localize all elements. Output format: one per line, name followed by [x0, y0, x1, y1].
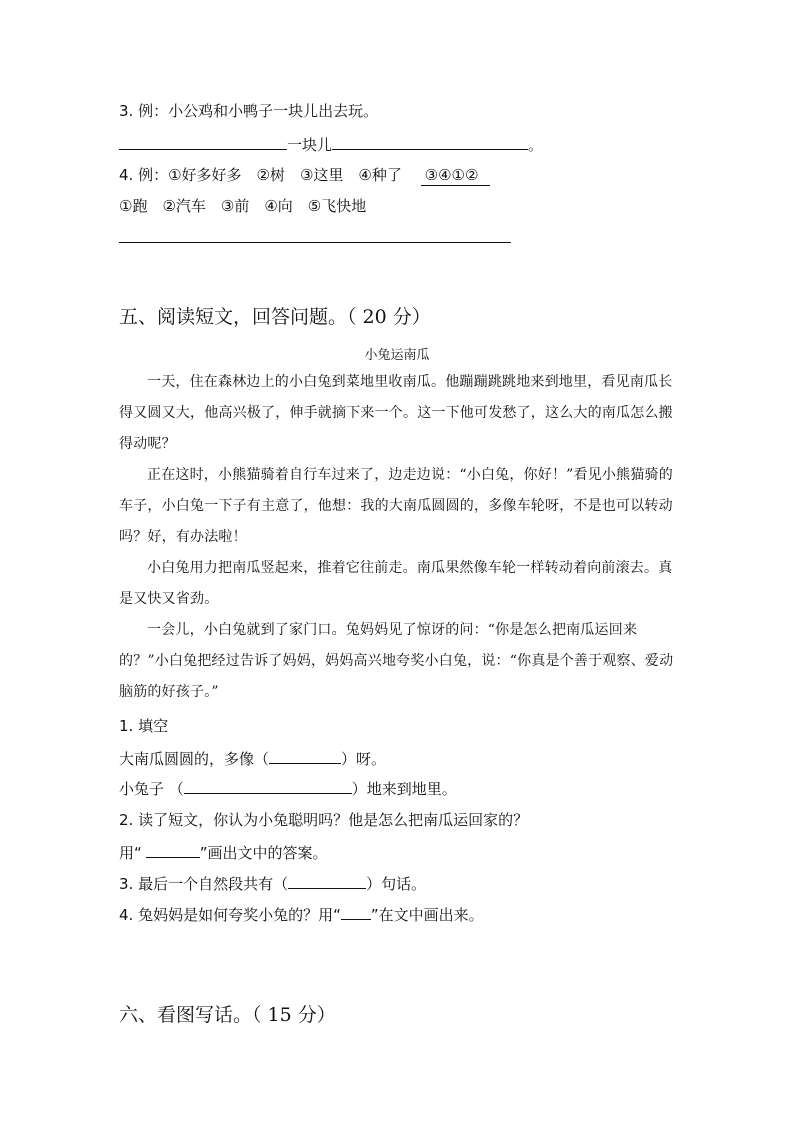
question-2: 2. 读了短文，你认为小兔聪明吗？他是怎么把南瓜运回家的？ [119, 811, 529, 829]
question-4-end: ”在文中画出来。 [370, 906, 484, 924]
question-3-blank[interactable] [288, 872, 366, 889]
question-4 [119, 903, 484, 925]
exercise-3-middle: 一块儿 [287, 136, 333, 154]
question-1b-end: ）地来到地里。 [351, 780, 457, 798]
question-4-blank[interactable] [341, 903, 371, 920]
question-3-end: ）句话。 [366, 875, 427, 893]
question-2b-text: 用“ [119, 844, 142, 862]
story-paragraph-2: 正在这时，小熊猫骑着自行车过来了，边走边说：“小白兔，你好！”看见小熊猫骑的车子，小白兔一下子有主意了，他想：我的大南瓜圆圆的，多像车轮呀，不是也可以转动吗？好，有办法啦！ [119, 467, 673, 545]
exercise-4-prompt: 4. 例：①好多好多 ②树 ③这里 ④种了 [119, 166, 402, 184]
question-1b-blank[interactable] [184, 777, 352, 794]
exercise-3-end: 。 [528, 136, 544, 154]
exercise-3-prompt: 3. 例：小公鸡和小鸭子一块儿出去玩。 [119, 102, 379, 120]
blank-after[interactable] [332, 133, 528, 150]
story-paragraph-3: 小白兔用力把南瓜竖起来，推着它往前走。南瓜果然像车轮一样转动着向前滚去。真是又快又省劲。 [119, 560, 673, 607]
exercise-4-prompt-line [119, 165, 490, 186]
question-2b [119, 841, 328, 863]
exercise-3-answer-line [119, 133, 543, 155]
question-4-text: 4. 兔妈妈是如何夸奖小兔的？用“ [119, 906, 341, 924]
story-title: 小兔运南瓜 [364, 348, 430, 363]
exercise-4-words: ①跑 ②汽车 ③前 ④向 ⑤飞快地 [119, 197, 367, 215]
question-1b-text: 小兔子 （ [119, 780, 184, 798]
question-1a [119, 747, 386, 769]
question-1b [119, 777, 457, 799]
blank-before[interactable] [119, 133, 287, 150]
question-3-text: 3. 最后一个自然段共有（ [119, 875, 289, 893]
question-1-label: 1. 填空 [119, 717, 169, 735]
exercise-4-answer-blank[interactable] [119, 242, 511, 243]
question-2b-blank[interactable] [146, 841, 200, 858]
section-5-heading: 五、阅读短文，回答问题。（ 20 分） [119, 306, 431, 328]
section-6-heading: 六、看图写话。（ 15 分） [119, 1004, 336, 1026]
question-1a-end: ）呀。 [341, 750, 387, 768]
story-paragraph-4: 一会儿，小白兔就到了家门口。兔妈妈见了惊讶的问：“你是怎么把南瓜运回来的？”小白兔把经过告诉了妈妈，妈妈高兴地夸奖小白兔，说：“你真是个善于观察、爱动脑筋的好孩子。” [119, 622, 674, 700]
question-1a-blank[interactable] [269, 747, 341, 764]
question-2b-end: ”画出文中的答案。 [199, 844, 328, 862]
question-1a-text: 大南瓜圆圆的，多像（ [119, 750, 270, 768]
story-paragraph-1: 一天，住在森林边上的小白兔到菜地里收南瓜。他蹦蹦跳跳地来到地里，看见南瓜长得又圆又大，他高兴极了，伸手就摘下来一个。这一下他可发愁了，这么大的南瓜怎么搬得动呢？ [119, 374, 673, 452]
exercise-4-example-answer: ③④①② [421, 165, 491, 186]
question-3 [119, 872, 426, 894]
